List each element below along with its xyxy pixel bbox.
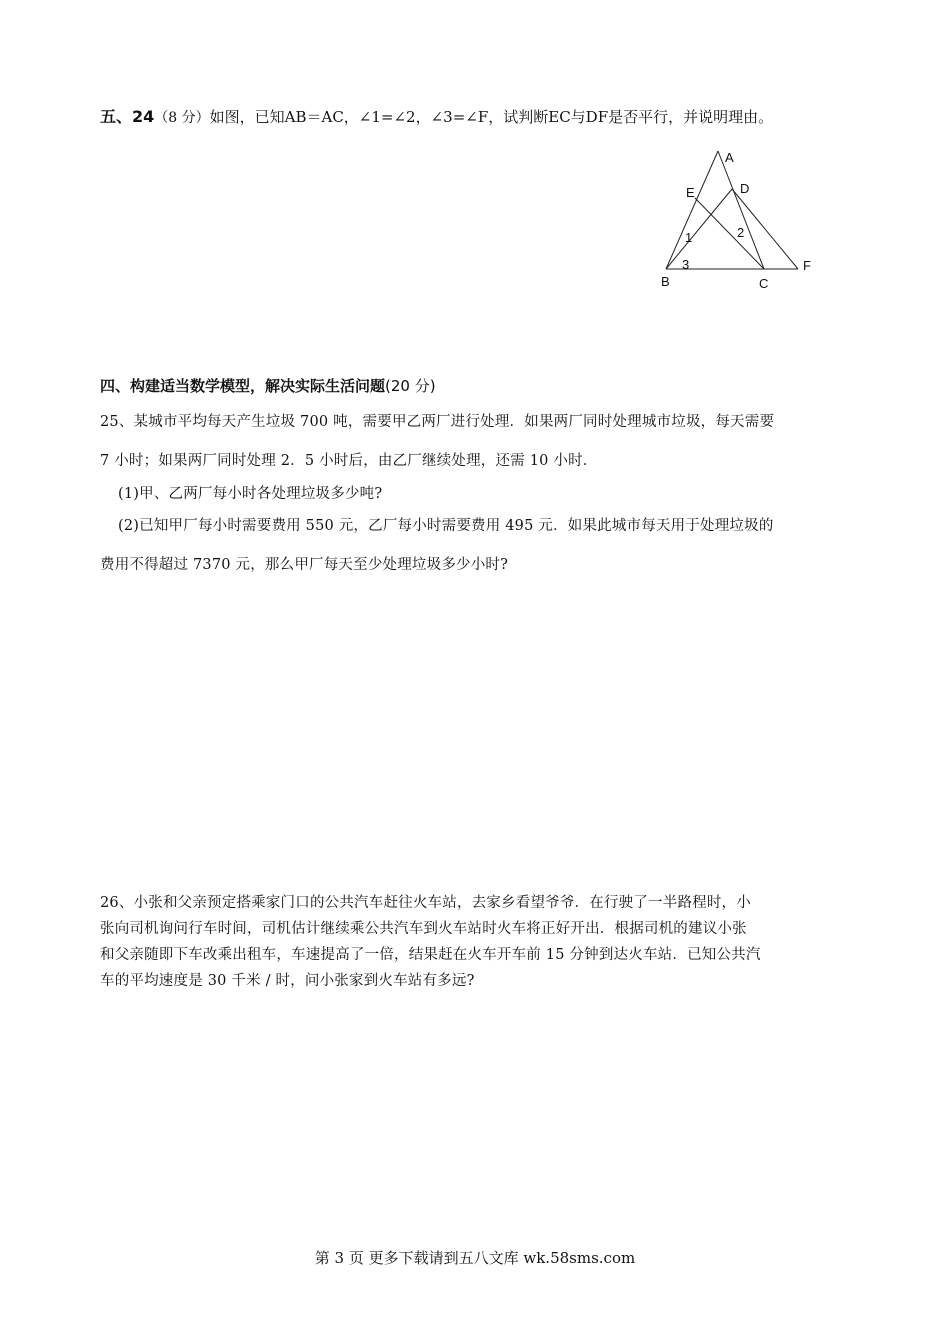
label-1: 1	[685, 230, 693, 245]
section-label: 五、	[100, 107, 133, 126]
label-A: A	[725, 150, 734, 165]
q26-line-3: 和父亲随即下车改乘出租车，车速提高了一倍，结果赶在火车开车前 15 分钟到达火车站．已知公共汽	[100, 947, 761, 963]
segment-EC	[695, 198, 764, 269]
q25-part-1: (1)甲、乙两厂每小时各处理垃圾多少吨?	[118, 486, 383, 502]
geometry-figure	[655, 145, 830, 295]
page-footer: 第 3 页 更多下载请到五八文库 wk.58sms.com	[314, 1249, 636, 1267]
q26-line-4: 车的平均速度是 30 千米 / 时，问小张家到火车站有多远?	[100, 973, 475, 989]
label-2: 2	[737, 225, 745, 240]
q25-part-2-line-2: 费用不得超过 7370 元，那么甲厂每天至少处理垃圾多少小时?	[100, 557, 509, 573]
label-D: D	[740, 181, 750, 196]
label-C: C	[759, 276, 769, 291]
q26-line-1: 26、小张和父亲预定搭乘家门口的公共汽车赶往火车站，去家乡看望爷爷．在行驶了一半路程时，小	[100, 895, 751, 911]
segment-BD	[666, 189, 732, 269]
q26-line-2: 张向司机询问行车时间，司机估计继续乘公共汽车到火车站时火车将正好开出．根据司机的建议小张	[100, 921, 747, 937]
q25-part-2-line-1: (2)已知甲厂每小时需要费用 550 元，乙厂每小时需要费用 495 元．如果此城市每天用于处理垃圾的	[118, 518, 774, 534]
q25-line-1: 25、某城市平均每天产生垃圾 700 吨，需要甲乙两厂进行处理．如果两厂同时处理城市垃圾，每天需要	[100, 414, 775, 430]
segment-AC	[718, 151, 764, 269]
section-title: 四、构建适当数学模型，解决实际生活问题	[100, 377, 386, 395]
section-points: (20 分)	[385, 377, 436, 395]
label-E: E	[686, 185, 695, 200]
q25-line-2: 7 小时；如果两厂同时处理 2．5 小时后，由乙厂继续处理，还需 10 小时．	[100, 453, 598, 469]
label-3: 3	[682, 257, 690, 272]
segment-AB	[666, 151, 718, 269]
label-B: B	[661, 274, 670, 289]
question-24	[100, 104, 773, 127]
label-F: F	[803, 258, 811, 273]
question-text: 如图，已知AB＝AC，∠1=∠2，∠3=∠F，试判断EC与DF是否平行，并说明理由。	[209, 108, 774, 126]
question-points: （8 分）	[154, 110, 210, 126]
section-4-heading	[100, 375, 436, 396]
question-number: 24	[132, 107, 155, 126]
